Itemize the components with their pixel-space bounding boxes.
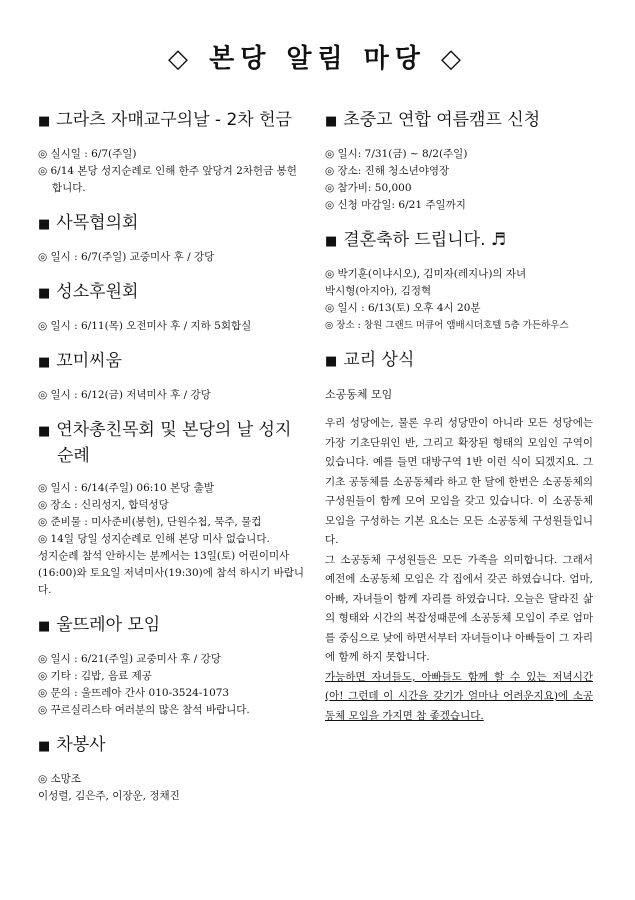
list-item: ◎ 6/14 본당 성지순례로 인해 한주 앞당겨 2차헌금 봉헌합니다. <box>38 165 297 194</box>
heading-text: 교리 상식 <box>343 350 415 370</box>
list-item: ◎ 소망조 <box>38 773 81 785</box>
section-heading <box>325 228 593 254</box>
section-heading <box>38 613 306 639</box>
section-heading <box>38 211 306 237</box>
heading-text: 울뜨레아 모임 <box>56 615 161 635</box>
section-camp <box>325 108 593 214</box>
square-bullet-icon: ■ <box>38 355 51 370</box>
square-bullet-icon: ■ <box>38 114 51 129</box>
heading-text: 초중고 연합 여름캠프 신청 <box>343 110 541 130</box>
right-column <box>325 108 593 740</box>
list-item: ◎ 준비물 : 미사준비(봉헌), 단원수첩, 묵주, 물컵 <box>38 516 262 528</box>
square-bullet-icon: ■ <box>38 619 51 634</box>
square-bullet-icon: ■ <box>325 354 338 369</box>
section-doctrine <box>325 348 593 726</box>
square-bullet-icon: ■ <box>38 217 51 232</box>
doctrine-paragraph: 우리 성당에는, 물론 우리 성당만이 아니라 모든 성당에는 가장 기초단위인 반, 그리고 확장된 형태의 모임인 구역이 있습니다. 예를 들면 대방구역 1반 이런 식이 되겠지요. 그 기초 공동체를 소공동체라 하고 한 달에 한번은 소공동체의 구성원들이 함께 모여 모임을 갖고 있습니다. 이 소공동체 모임을 구성하는 기본 요소는 모든 소공동체 구성원들입니다. <box>325 417 593 546</box>
heading-text: 그라츠 자매교구의날 - 2차 헌금 <box>56 110 292 130</box>
section-heading <box>38 280 306 306</box>
tea-service-names: 이성렬, 김은주, 이장운, 정채진 <box>38 790 180 802</box>
list-item: ◎ 일시 : 6/11(목) 오전미사 후 / 지하 5회합실 <box>38 320 252 332</box>
list-item: ◎ 기타 : 김밥, 음료 제공 <box>38 670 152 682</box>
section-heading <box>325 348 593 374</box>
list-item: ◎ 일시 : 6/21(주일) 교중미사 후 / 강당 <box>38 653 221 665</box>
list-item: ◎ 문의 : 울뜨레아 간사 010-3524-1073 <box>38 687 230 699</box>
section-tea-service <box>38 733 306 805</box>
list-item: ◎ 꾸르실리스타 여러분의 많은 참석 바랍니다. <box>38 704 250 716</box>
list-item: ◎ 일시 : 6/14(주일) 06:10 본당 출발 <box>38 482 214 494</box>
left-column <box>38 108 306 819</box>
doctrine-paragraph-underlined: 가능하면 자녀들도, 아빠들도 함께 할 수 있는 저녁시간(아! 그런데 이 시간을 갖기가 얼마나 어려운지요)에 소공동체 모임을 가지면 참 좋겠습니다. <box>325 670 593 722</box>
square-bullet-icon: ■ <box>325 114 338 129</box>
section-ultreya <box>38 613 306 719</box>
heading-text: 사목협의회 <box>56 213 139 233</box>
list-item: ◎ 일시 : 6/7(주일) 교중미사 후 / 강당 <box>38 251 215 263</box>
heading-text: 결혼축하 드립니다. ♬ <box>343 230 507 250</box>
section-pilgrimage <box>38 418 306 599</box>
list-item: ◎ 참가비: 50,000 <box>325 182 412 194</box>
section-heading <box>38 418 306 468</box>
list-item: ◎ 박기훈(이냐시오), 김미자(레지나)의 자녀 <box>325 268 527 280</box>
section-vocation <box>38 280 306 335</box>
section-heading <box>38 349 306 375</box>
doctrine-paragraph: 그 소공동체 구성원들은 모든 가족을 의미합니다. 그래서 예전에 소공동체 모임은 각 집에서 갖곤 하였습니다. 엄마, 아빠, 자녀들이 함께 자리를 하였습니다. 오늘은 달라진 삶의 형태와 시간의 복잡성때문에 소공동체 모임이 주로 엄마를 중심으로 낮에 하면서부터 자녀들이나 아빠들이 그 자리에 함께 하지 못합니다. <box>325 553 593 663</box>
pilgrimage-note: 성지순례 참석 안하시는 분께서는 13일(토) 어린이미사(16:00)와 토요일 저녁미사(19:30)에 참석 하시기 바랍니다. <box>38 550 305 596</box>
list-item: ◎ 14일 당일 성지순례로 인해 본당 미사 없습니다. <box>38 533 270 545</box>
heading-text: 성소후원회 <box>56 282 139 302</box>
square-bullet-icon: ■ <box>38 286 51 301</box>
square-bullet-icon: ■ <box>38 739 51 754</box>
list-item: ◎ 장소: 진해 청소년야영장 <box>325 165 450 177</box>
list-item: ◎ 실시일 : 6/7(주일) <box>38 148 137 160</box>
list-item: ◎ 장소 : 창원 그랜드 머큐어 앰배시더호텔 5층 가든하우스 <box>325 320 569 331</box>
list-item: ◎ 일시 : 6/13(토) 오후 4시 20분 <box>325 302 481 314</box>
doctrine-subtitle: 소공동체 모임 <box>325 388 393 401</box>
square-bullet-icon: ■ <box>38 424 51 439</box>
list-item: ◎ 일시: 7/31(금) ~ 8/2(주일) <box>325 148 468 160</box>
section-heading <box>38 108 306 134</box>
page-title: ◇ 본당 알림 마당 ◇ <box>168 44 467 74</box>
list-item: ◎ 신청 마감일: 6/21 주일까지 <box>325 199 466 211</box>
section-pastoral <box>38 211 306 266</box>
heading-text: 연차총친목회 및 본당의 날 성지순례 <box>56 420 292 466</box>
section-wedding <box>325 228 593 334</box>
section-heading <box>38 733 306 759</box>
square-bullet-icon: ■ <box>325 234 338 249</box>
section-comitium <box>38 349 306 404</box>
section-heading <box>325 108 593 134</box>
heading-text: 꼬미씨움 <box>56 351 122 371</box>
section-graz <box>38 108 306 197</box>
list-item: ◎ 일시 : 6/12(금) 저녁미사 후 / 강당 <box>38 389 211 401</box>
heading-text: 차봉사 <box>56 735 106 755</box>
list-item: ◎ 장소 : 신리성지, 합덕성당 <box>38 499 169 511</box>
list-item: 박시형(아지아), 김정혁 <box>325 285 432 297</box>
